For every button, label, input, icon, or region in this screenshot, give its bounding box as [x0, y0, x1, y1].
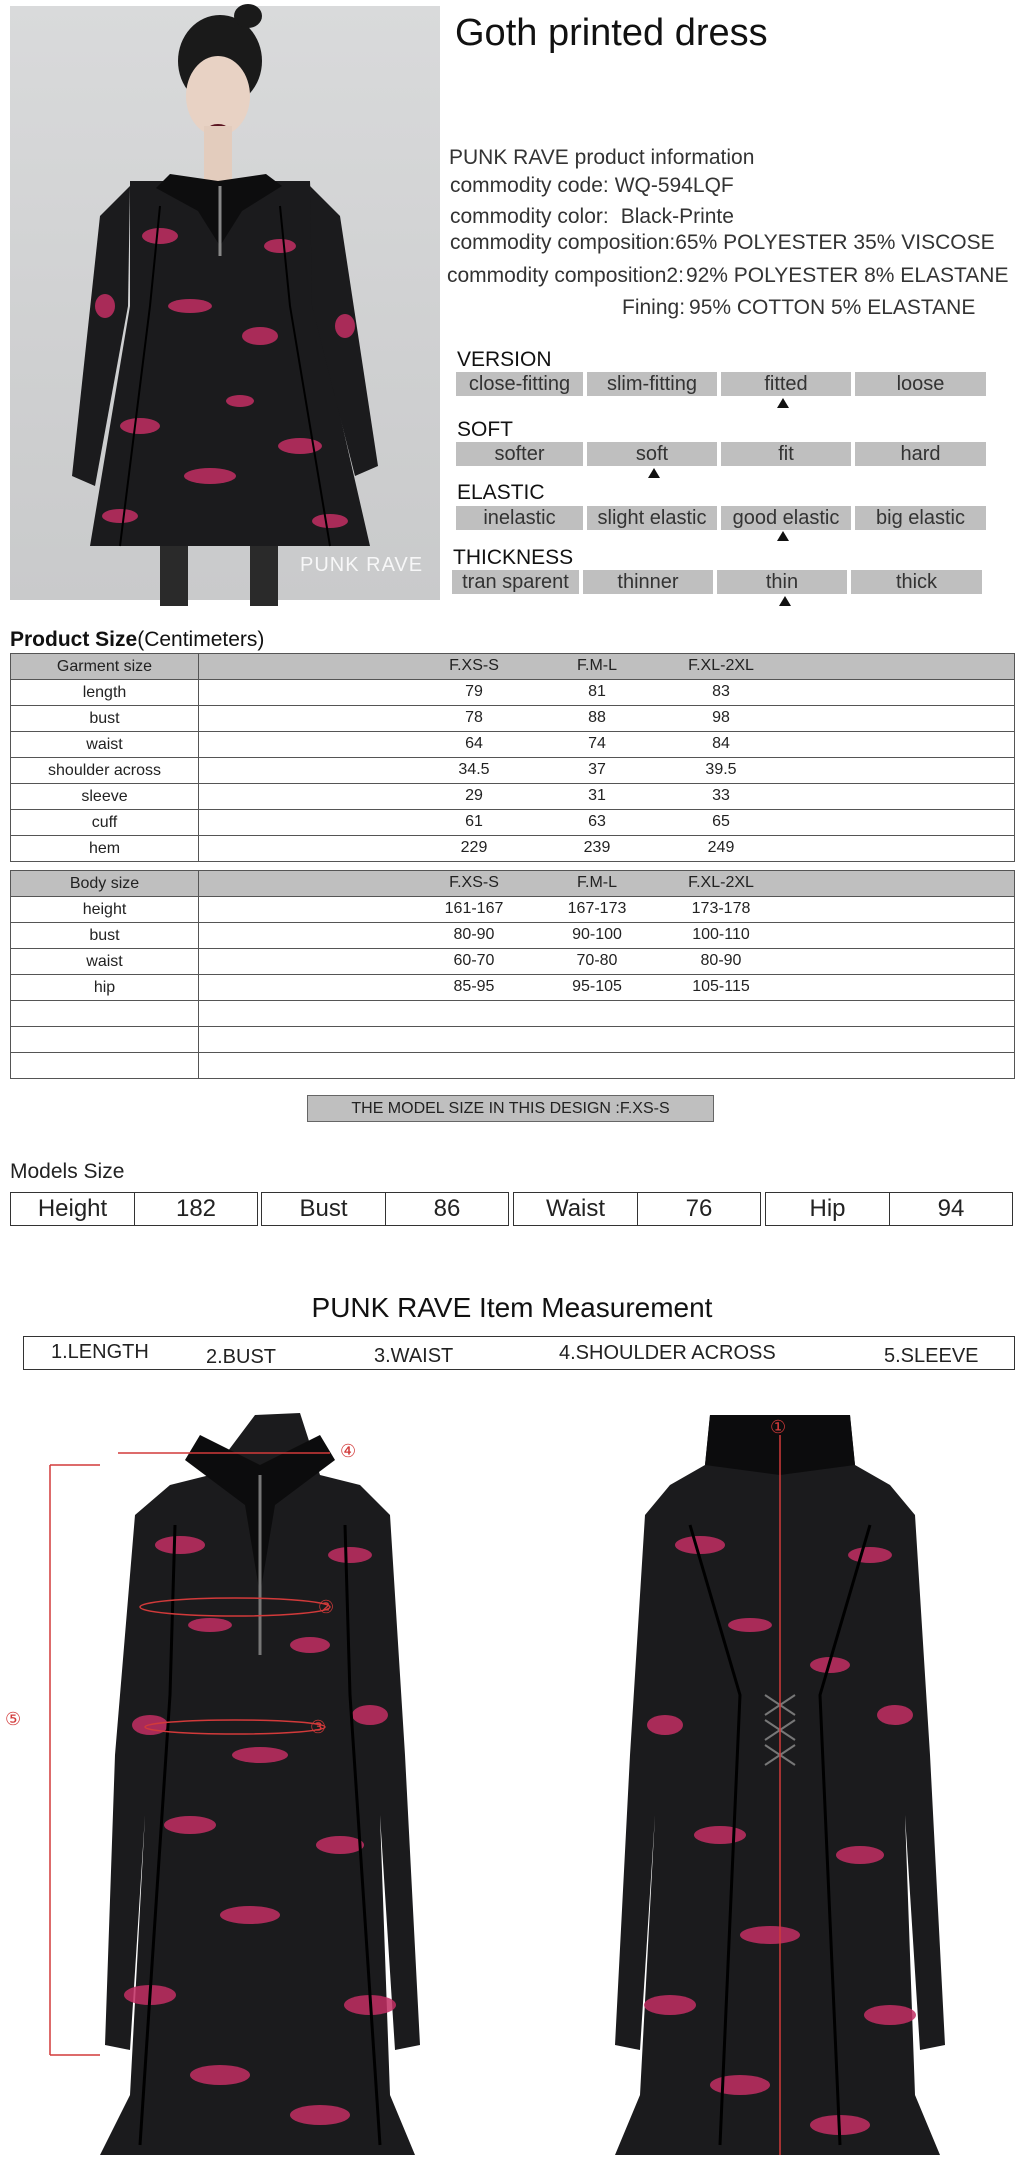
- scale-option: thin: [717, 570, 851, 594]
- model-height: [10, 1192, 258, 1226]
- scale-option: fit: [721, 442, 855, 466]
- model-size-value: 94: [889, 1193, 1012, 1225]
- info-line-composition2: [447, 264, 1008, 288]
- table-row: [11, 975, 1015, 1001]
- table-values: [199, 1001, 1015, 1027]
- product-size-unit: (Centimeters): [137, 628, 265, 651]
- table-cell: bust: [11, 706, 199, 732]
- info-value: Black-Printe: [620, 205, 734, 228]
- table-values: [199, 949, 1015, 975]
- measurement-item-shoulder: 4.SHOULDER ACROSS: [559, 1342, 776, 1364]
- models-size-title: Models Size: [10, 1160, 125, 1183]
- triangle-up-icon: [648, 468, 660, 478]
- table-cell: 90-100: [572, 926, 622, 943]
- marker-3: ③: [310, 1717, 327, 1738]
- table-cell: sleeve: [11, 784, 199, 810]
- scale-version: [456, 372, 986, 396]
- table-values: [199, 1027, 1015, 1053]
- model-waist: [513, 1192, 761, 1226]
- info-label: commodity composition:: [450, 231, 676, 254]
- table-cell: waist: [11, 949, 199, 975]
- model-size-label: Height: [37, 1195, 108, 1222]
- table-header-cell: F.XL-2XL: [688, 657, 754, 674]
- table-values: [199, 1053, 1015, 1079]
- info-label: commodity code:: [450, 174, 609, 197]
- table-values: [199, 680, 1015, 706]
- table-cell: 239: [583, 839, 611, 856]
- measurement-item-waist: 3.WAIST: [374, 1345, 454, 1367]
- table-header-cell: F.M-L: [577, 657, 617, 674]
- table-cell: 60-70: [453, 952, 495, 969]
- page-title: Goth printed dress: [455, 12, 768, 54]
- table-values: [199, 758, 1015, 784]
- table-cell: 64: [465, 735, 483, 752]
- table-cell: 81: [588, 683, 606, 700]
- table-cell: 61: [465, 813, 483, 830]
- scale-elastic: [456, 506, 986, 530]
- attr-title-soft: SOFT: [457, 418, 513, 441]
- info-label: Fining:: [622, 296, 686, 319]
- table-cell: bust: [11, 923, 199, 949]
- table-cell: 83: [712, 683, 730, 700]
- table-row: [11, 680, 1015, 706]
- attr-title-thickness: THICKNESS: [453, 546, 574, 569]
- model-illustration: [10, 6, 440, 600]
- info-line-code: [450, 174, 734, 198]
- table-values: [199, 975, 1015, 1001]
- marker-5: ⑤: [5, 1709, 22, 1730]
- table-cell: 34.5: [458, 761, 490, 778]
- table-header-cell: Body size: [11, 871, 199, 897]
- model-size-label: Hip: [809, 1195, 846, 1222]
- table-cell: 33: [712, 787, 730, 804]
- table-header-cell: Garment size: [11, 654, 199, 680]
- table-header-cell: F.XL-2XL: [688, 874, 754, 891]
- table-cell: height: [11, 897, 199, 923]
- scale-option: thinner: [583, 570, 717, 594]
- table-header-values: [199, 871, 1015, 897]
- table-cell: [11, 1027, 199, 1053]
- scale-option: thick: [851, 570, 982, 594]
- table-cell: 85-95: [453, 978, 495, 995]
- watermark-text: PUNK RAVE: [300, 554, 424, 576]
- table-cell: 84: [712, 735, 730, 752]
- table-cell: [11, 1053, 199, 1079]
- dress-front-diagram: [5, 1395, 480, 2175]
- table-values: [199, 732, 1015, 758]
- attr-title-version: VERSION: [457, 348, 552, 371]
- info-value: 95% COTTON 5% ELASTANE: [689, 296, 976, 319]
- table-values: [199, 836, 1015, 862]
- table-header-row: [11, 871, 1015, 897]
- dress-back-diagram: [570, 1395, 990, 2175]
- table-cell: 80-90: [453, 926, 495, 943]
- measurement-legend: [23, 1336, 1015, 1370]
- table-row: [11, 784, 1015, 810]
- triangle-up-icon: [779, 596, 791, 606]
- product-size-heading: Product Size: [10, 628, 138, 651]
- table-cell: 37: [588, 761, 606, 778]
- scale-soft: [456, 442, 986, 466]
- table-row: [11, 758, 1015, 784]
- body-size-table: [10, 870, 1015, 1079]
- table-cell: 229: [460, 839, 488, 856]
- table-cell: shoulder across: [11, 758, 199, 784]
- table-cell: 74: [588, 735, 606, 752]
- measurement-title: PUNK RAVE Item Measurement: [311, 1292, 713, 1323]
- model-hip: [765, 1192, 1013, 1226]
- table-row: [11, 897, 1015, 923]
- measurement-item-bust: 2.BUST: [206, 1346, 277, 1368]
- scale-option: slight elastic: [587, 506, 721, 530]
- table-row: [11, 810, 1015, 836]
- model-photo: [10, 6, 440, 600]
- table-row: [11, 923, 1015, 949]
- product-size-title: [10, 628, 264, 652]
- table-cell: 173-178: [691, 900, 751, 917]
- scale-option: fitted: [721, 372, 855, 396]
- attr-title-elastic: ELASTIC: [457, 481, 545, 504]
- model-size-label: Bust: [299, 1195, 348, 1222]
- scale-option: soft: [587, 442, 721, 466]
- table-row: [11, 1001, 1015, 1027]
- table-row: [11, 1027, 1015, 1053]
- info-label: commodity composition2:: [447, 264, 684, 287]
- table-values: [199, 923, 1015, 949]
- table-values: [199, 784, 1015, 810]
- table-header-row: [11, 654, 1015, 680]
- table-cell: 80-90: [700, 952, 742, 969]
- model-size-note: THE MODEL SIZE IN THIS DESIGN :F.XS-S: [307, 1095, 714, 1122]
- table-header-cell: F.M-L: [577, 874, 617, 891]
- marker-4: ④: [340, 1441, 357, 1462]
- table-cell: 105-115: [692, 978, 750, 995]
- measurement-item-sleeve: 5.SLEEVE: [884, 1345, 979, 1367]
- table-header-cell: F.XS-S: [449, 874, 499, 891]
- model-size-value: 76: [637, 1193, 760, 1225]
- table-cell: 65: [712, 813, 730, 830]
- table-cell: hem: [11, 836, 199, 862]
- table-cell: 95-105: [572, 978, 622, 995]
- info-line-composition: [450, 231, 995, 255]
- table-values: [199, 810, 1015, 836]
- table-cell: 98: [712, 709, 730, 726]
- info-value: WQ-594LQF: [614, 174, 734, 197]
- scale-thickness: [452, 570, 982, 594]
- scale-option: big elastic: [855, 506, 986, 530]
- product-size-table: [10, 653, 1015, 862]
- table-cell: waist: [11, 732, 199, 758]
- table-cell: 161-167: [444, 900, 504, 917]
- model-size-label: Waist: [545, 1195, 606, 1222]
- table-cell: 78: [465, 709, 483, 726]
- table-values: [199, 706, 1015, 732]
- table-cell: 88: [588, 709, 606, 726]
- model-bust: [261, 1192, 509, 1226]
- table-cell: 100-110: [692, 926, 750, 943]
- scale-option: hard: [855, 442, 986, 466]
- scale-option: close-fitting: [456, 372, 587, 396]
- info-line-color: [450, 205, 734, 229]
- table-row: [11, 1053, 1015, 1079]
- table-cell: 31: [588, 787, 606, 804]
- model-size-value: 86: [385, 1193, 508, 1225]
- table-cell: length: [11, 680, 199, 706]
- measurement-item-length: 1.LENGTH: [51, 1341, 149, 1363]
- scale-option: loose: [855, 372, 986, 396]
- scale-option: slim-fitting: [587, 372, 721, 396]
- triangle-up-icon: [777, 531, 789, 541]
- info-line-fining: [622, 296, 975, 320]
- model-size-value: 182: [134, 1193, 257, 1225]
- info-label: commodity color:: [450, 205, 609, 228]
- info-header: PUNK RAVE product information: [449, 146, 755, 169]
- marker-1: ①: [770, 1417, 787, 1438]
- scale-option: softer: [456, 442, 587, 466]
- table-row: [11, 949, 1015, 975]
- table-cell: 63: [588, 813, 606, 830]
- table-cell: cuff: [11, 810, 199, 836]
- scale-option: tran sparent: [452, 570, 583, 594]
- table-values: [199, 897, 1015, 923]
- table-cell: 79: [465, 683, 483, 700]
- table-cell: 39.5: [705, 761, 737, 778]
- scale-option: good elastic: [721, 506, 855, 530]
- table-header-cell: F.XS-S: [449, 657, 499, 674]
- table-cell: hip: [11, 975, 199, 1001]
- scale-option: inelastic: [456, 506, 587, 530]
- table-cell: [11, 1001, 199, 1027]
- table-cell: 29: [465, 787, 483, 804]
- table-cell: 70-80: [576, 952, 618, 969]
- info-value: 65% POLYESTER 35% VISCOSE: [675, 231, 995, 254]
- table-row: [11, 836, 1015, 862]
- marker-2: ②: [318, 1597, 335, 1618]
- table-header-values: [199, 654, 1015, 680]
- triangle-up-icon: [777, 398, 789, 408]
- table-cell: 249: [707, 839, 735, 856]
- table-cell: 167-173: [567, 900, 627, 917]
- info-value: 92% POLYESTER 8% ELASTANE: [685, 264, 1009, 287]
- table-row: [11, 706, 1015, 732]
- table-row: [11, 732, 1015, 758]
